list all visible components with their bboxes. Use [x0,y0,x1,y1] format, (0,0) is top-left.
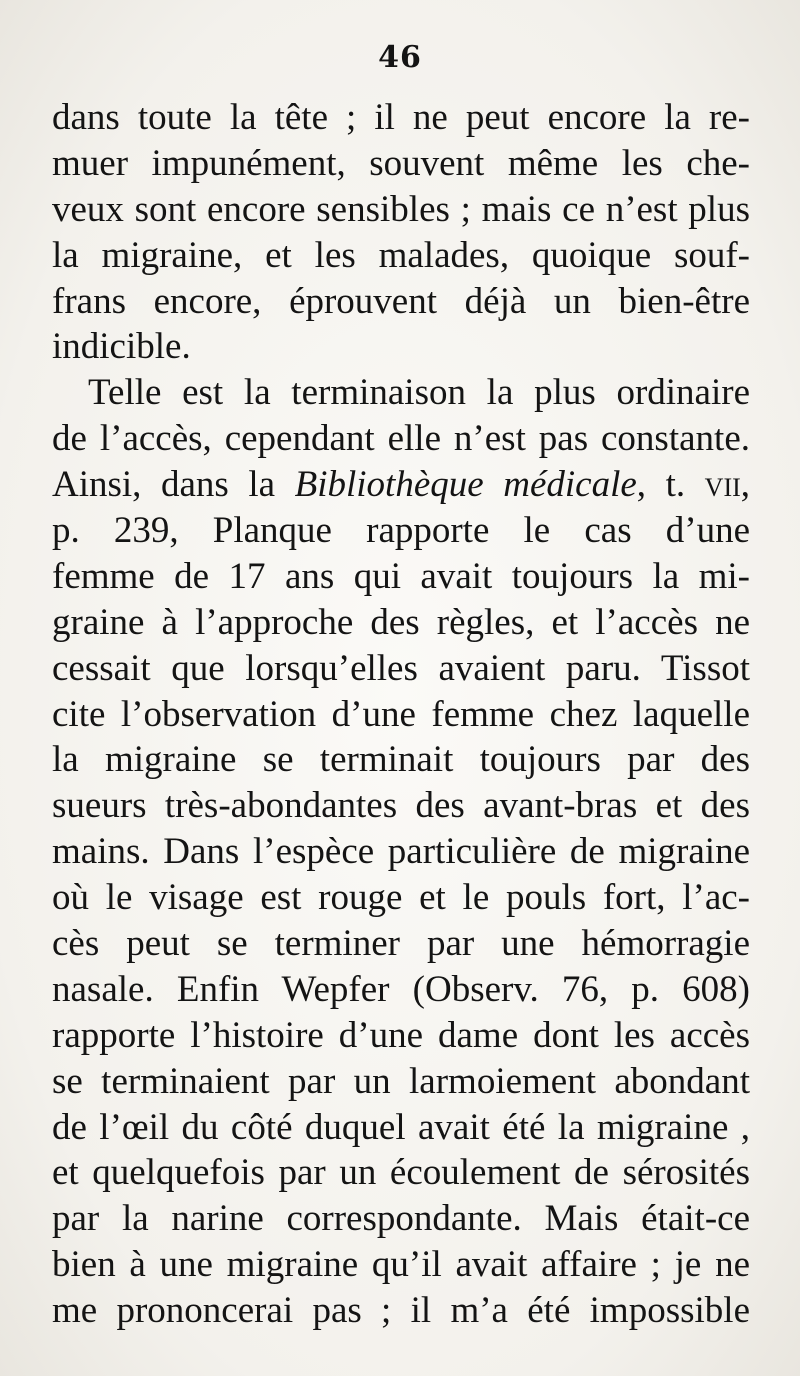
text-fragment: mains. Dans l’espèce particulière de migraine [52,831,750,873]
text-fragment: me prononcerai pas ; il m’a été impossible [52,1290,750,1332]
text-fragment: frans encore, éprouvent déjà un bien-être [52,280,750,322]
text-fragment: nasale. Enfin Wepfer (Observ. 76, p. 608) [52,968,750,1010]
text-fragment: p. 239, Planque rapporte le cas d’une [52,510,750,552]
text-line [52,279,750,325]
text-line [52,646,750,692]
text-fragment: où le visage est rouge et le pouls fort, l’ac- [52,877,750,919]
text-fragment: par la narine correspondante. Mais était-ce [52,1198,750,1240]
text-fragment: cès peut se terminer par une hémorragie [52,923,750,965]
text-fragment: la migraine, et les malades, quoique souf- [52,234,750,276]
text-fragment: femme de 17 ans qui avait toujours la mi- [52,555,750,597]
text-line [52,462,750,508]
text-line [52,921,750,967]
text-line [52,600,750,646]
text-line [52,370,750,416]
text-fragment: Ainsi, dans la [52,464,295,506]
text-fragment: de l’accès, cependant elle n’est pas constante. [52,418,750,460]
text-fragment: sueurs très-abondantes des avant-bras et des [52,785,750,827]
text-fragment: muer impunément, souvent même les che- [52,142,750,184]
text-line [52,554,750,600]
text-line [52,508,750,554]
text-line [52,829,750,875]
text-line [52,737,750,783]
text-line [52,1150,750,1196]
text-line [52,95,750,141]
text-fragment: Telle est la terminaison la plus ordinaire [88,372,750,414]
text-line [52,1288,750,1334]
text-fragment: se terminaient par un larmoiement abondant [52,1060,750,1102]
italic-title: Bibliothèque médicale [294,464,637,506]
text-fragment: dans toute la tête ; il ne peut encore la re- [52,97,750,138]
text-line [52,324,750,370]
text-fragment: graine à l’approche des règles, et l’accès ne [52,601,750,643]
text-line [52,692,750,738]
body-text [52,95,750,1334]
text-line [52,187,750,233]
text-line [52,967,750,1013]
text-fragment: et quelquefois par un écoulement de sérosités [52,1152,750,1194]
text-line [52,1196,750,1242]
text-line [52,1242,750,1288]
text-fragment: de l’œil du côté duquel avait été la migraine , [52,1106,750,1148]
text-line [52,416,750,462]
text-line [52,875,750,921]
text-fragment: la migraine se terminait toujours par des [52,739,750,781]
page-number: 46 [378,40,422,75]
text-line [52,141,750,187]
text-fragment: , [740,464,751,506]
text-line [52,1013,750,1059]
text-fragment: bien à une migraine qu’il avait affaire ; je ne [52,1244,750,1286]
volume-number: vii [704,464,741,506]
text-fragment: rapporte l’histoire d’une dame dont les accès [52,1014,750,1056]
text-fragment: indicible. [52,326,191,368]
text-fragment: cessait que lorsqu’elles avaient paru. Tissot [52,647,750,689]
text-fragment: veux sont encore sensibles ; mais ce n’est plus [52,188,750,230]
text-line [52,1059,750,1105]
text-line [52,1105,750,1151]
text-line [52,233,750,279]
text-fragment: , t. [636,464,705,506]
text-fragment: cite l’observation d’une femme chez laquelle [52,693,750,735]
text-line [52,783,750,829]
